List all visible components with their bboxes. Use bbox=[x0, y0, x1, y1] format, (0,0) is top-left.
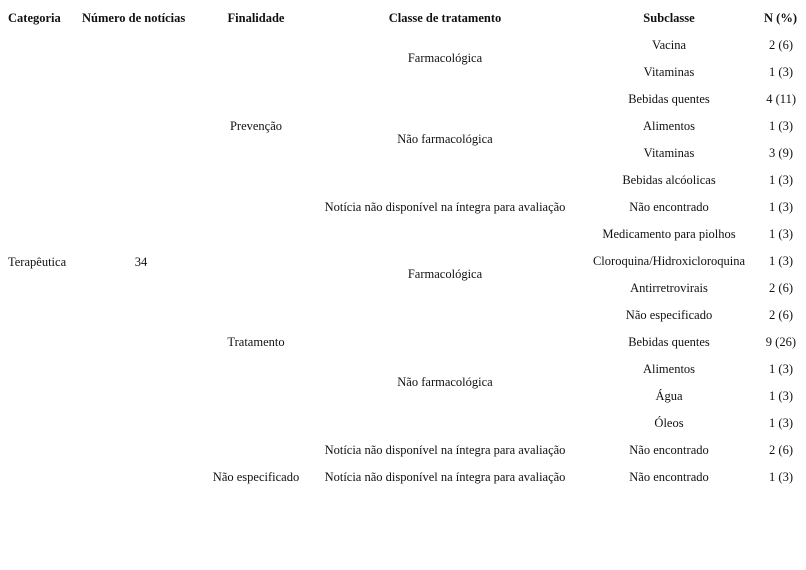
table-row-n: 2 (6) bbox=[769, 38, 793, 52]
table-row-subclasse: Bebidas alcóolicas bbox=[622, 173, 716, 187]
header-classe: Classe de tratamento bbox=[388, 11, 502, 25]
table-row-subclasse: Óleos bbox=[654, 416, 684, 430]
table-row-n: 1 (3) bbox=[769, 470, 793, 484]
finalidade-prevencao: Prevenção bbox=[229, 119, 283, 133]
table-row-subclasse: Não encontrado bbox=[629, 443, 709, 457]
table-row-subclasse: Vacina bbox=[651, 38, 687, 52]
classe-nesp-indisponivel: Notícia não disponível na íntegra para avaliação bbox=[324, 470, 566, 484]
classe-trat-farmacologica: Farmacológica bbox=[407, 267, 483, 281]
table-row-n: 2 (6) bbox=[769, 443, 793, 457]
finalidade-nao-especificado: Não especificado bbox=[212, 470, 300, 484]
table-row-subclasse: Cloroquina/Hidroxicloroquina bbox=[592, 254, 746, 268]
table-row-n: 1 (3) bbox=[769, 362, 793, 376]
table-row-n: 1 (3) bbox=[769, 416, 793, 430]
table-row-n: 1 (3) bbox=[769, 254, 793, 268]
table-row-n: 1 (3) bbox=[769, 200, 793, 214]
classe-prev-nao-farmacologica: Não farmacológica bbox=[397, 132, 493, 146]
header-subclasse: Subclasse bbox=[643, 11, 695, 25]
table-row-n: 3 (9) bbox=[769, 146, 793, 160]
classe-trat-indisponivel: Notícia não disponível na íntegra para avaliação bbox=[324, 443, 566, 457]
numero-noticias-cell: 34 bbox=[134, 255, 148, 269]
table-row-n: 2 (6) bbox=[769, 281, 793, 295]
header-n-pct: N (%) bbox=[764, 11, 797, 25]
table-row-n: 1 (3) bbox=[769, 227, 793, 241]
table-row-subclasse: Vitaminas bbox=[643, 65, 695, 79]
table-row-subclasse: Não encontrado bbox=[629, 470, 709, 484]
table-row-n: 2 (6) bbox=[769, 308, 793, 322]
table-row-n: 9 (26) bbox=[765, 335, 796, 349]
categoria-cell: Terapêutica bbox=[8, 255, 67, 269]
table-row-subclasse: Vitaminas bbox=[643, 146, 695, 160]
table-row-subclasse: Bebidas quentes bbox=[628, 335, 710, 349]
classe-trat-nao-farmacologica: Não farmacológica bbox=[397, 375, 493, 389]
table-row-subclasse: Não especificado bbox=[625, 308, 713, 322]
table-row-subclasse: Alimentos bbox=[642, 119, 696, 133]
classe-prev-indisponivel: Notícia não disponível na íntegra para avaliação bbox=[324, 200, 566, 214]
classe-prev-farmacologica: Farmacológica bbox=[407, 51, 483, 65]
table-row-n: 1 (3) bbox=[769, 65, 793, 79]
finalidade-tratamento: Tratamento bbox=[227, 335, 285, 349]
table-row-n: 4 (11) bbox=[766, 92, 796, 106]
table-row-subclasse: Água bbox=[655, 389, 683, 403]
table-row-n: 1 (3) bbox=[769, 119, 793, 133]
table-row-subclasse: Não encontrado bbox=[629, 200, 709, 214]
table-row-subclasse: Antirretrovirais bbox=[630, 281, 708, 295]
header-categoria: Categoria bbox=[8, 11, 61, 25]
table-row-subclasse: Bebidas quentes bbox=[628, 92, 710, 106]
table-row-subclasse: Medicamento para piolhos bbox=[602, 227, 736, 241]
table-row-n: 1 (3) bbox=[769, 173, 793, 187]
table-row-n: 1 (3) bbox=[769, 389, 793, 403]
header-numero-noticias: Número de notícias bbox=[82, 11, 186, 25]
header-finalidade: Finalidade bbox=[227, 11, 285, 25]
table-row-subclasse: Alimentos bbox=[642, 362, 696, 376]
